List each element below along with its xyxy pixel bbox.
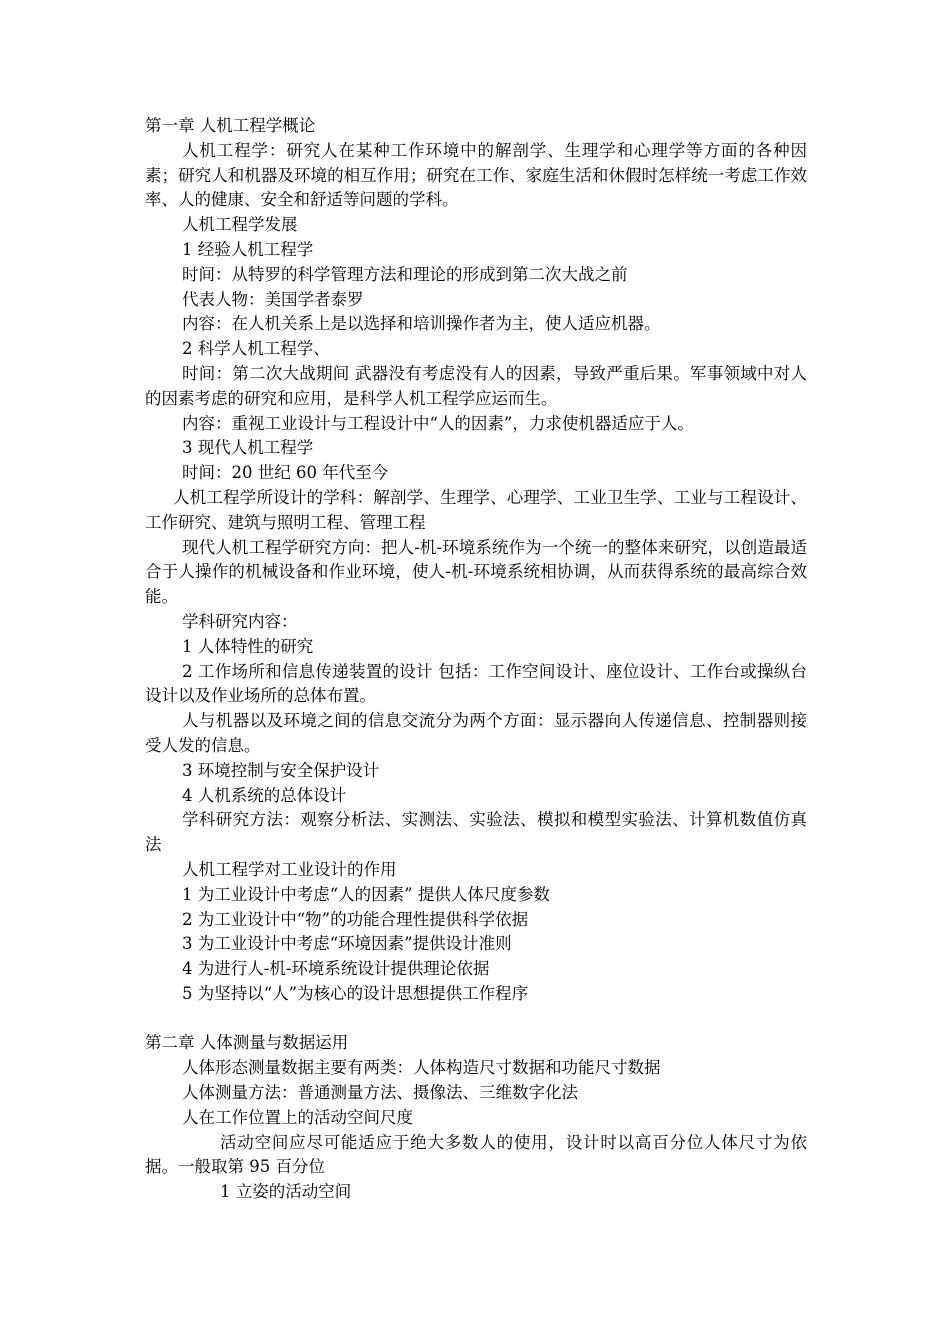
- modern-direction-paragraph: 现代人机工程学研究方向：把人-机-环境系统作为一个统一的整体来研究，以创造最适合于人操作的机械设备和作业环境，使人-机-环境系统相协调，从而获得系统的最高综合效能。: [145, 537, 807, 607]
- activity-space-paragraph: 活动空间应尽可能适应于绝大多数人的使用，设计时以高百分位人体尺寸为依据。一般取第 95 百分位: [145, 1132, 807, 1177]
- stage-3-time: 时间：20 世纪 60 年代至今: [182, 463, 389, 483]
- research-content-item-1: 1 人体特性的研究: [182, 636, 314, 656]
- role-item-5: 5 为坚持以“人”为核心的设计思想提供工作程序: [182, 983, 529, 1003]
- role-item-4: 4 为进行人-机-环境系统设计提供理论依据: [182, 959, 490, 979]
- stage-1-content: 内容：在人机关系上是以选择和培训操作者为主，使人适应机器。: [182, 314, 661, 334]
- definition-paragraph: 人机工程学：研究人在某种工作环境中的解剖学、生理学和心理学等方面的各种因素；研究人和机器及环境的相互作用；研究在工作、家庭生活和休假时怎样统一考虑工作效率、人的健康、安全和舒适等问题的学科。: [145, 140, 807, 210]
- stage-2-content: 内容：重视工业设计与工程设计中“人的因素”，力求使机器适应于人。: [182, 413, 694, 433]
- data-types-paragraph: 人体形态测量数据主要有两类：人体构造尺寸数据和功能尺寸数据: [182, 1058, 661, 1078]
- stage-2-time: 时间：第二次大战期间 武器没有考虑没有人的因素，导致严重后果。军事领域中对人的因素考虑的研究和应用，是科学人机工程学应运而生。: [145, 363, 807, 408]
- stage-3-title: 3 现代人机工程学: [182, 438, 314, 458]
- stage-1-title: 1 经验人机工程学: [182, 239, 314, 259]
- stage-2-title: 2 科学人机工程学、: [182, 339, 330, 359]
- stage-1-person: 代表人物：美国学者泰罗: [182, 289, 364, 309]
- development-heading: 人机工程学发展: [182, 215, 298, 235]
- chapter-2-title: 第二章 人体测量与数据运用: [145, 1033, 349, 1053]
- activity-space-heading: 人在工作位置上的活动空间尺度: [182, 1107, 413, 1127]
- role-heading: 人机工程学对工业设计的作用: [182, 859, 397, 879]
- information-exchange-paragraph: 人与机器以及环境之间的信息交流分为两个方面：显示器向人传递信息、控制器则接受人发的信息。: [145, 711, 807, 755]
- role-item-2: 2 为工业设计中“物”的功能合理性提供科学依据: [182, 909, 529, 929]
- document-page: [145, 114, 807, 1205]
- disciplines-paragraph: 人机工程学所设计的学科：解剖学、生理学、心理学、工业卫生学、工业与工程设计、工作研究、建筑与照明工程、管理工程: [145, 487, 807, 532]
- chapter-1-title: 第一章 人机工程学概论: [145, 116, 316, 135]
- research-content-item-3: 3 环境控制与安全保护设计: [182, 760, 380, 780]
- research-content-heading: 学科研究内容：: [182, 611, 298, 631]
- standing-activity-space: 1 立姿的活动空间: [220, 1182, 352, 1202]
- chapter-spacer: [145, 1007, 807, 1032]
- role-item-3: 3 为工业设计中考虑“环境因素”提供设计准则: [182, 934, 512, 954]
- research-content-item-4: 4 人机系统的总体设计: [182, 785, 347, 805]
- role-item-1: 1 为工业设计中考虑“人的因素” 提供人体尺度参数: [182, 884, 550, 904]
- research-methods-paragraph: 学科研究方法：观察分析法、实测法、实验法、模拟和模型实验法、计算机数值仿真法: [145, 810, 807, 855]
- measurement-methods-paragraph: 人体测量方法：普通测量方法、摄像法、三维数字化法: [182, 1083, 578, 1103]
- stage-1-time: 时间：从特罗的科学管理方法和理论的形成到第二次大战之前: [182, 264, 628, 284]
- research-content-item-2: 2 工作场所和信息传递装置的设计 包括：工作空间设计、座位设计、工作台或操纵台设计以及作业场所的总体布置。: [145, 661, 807, 706]
